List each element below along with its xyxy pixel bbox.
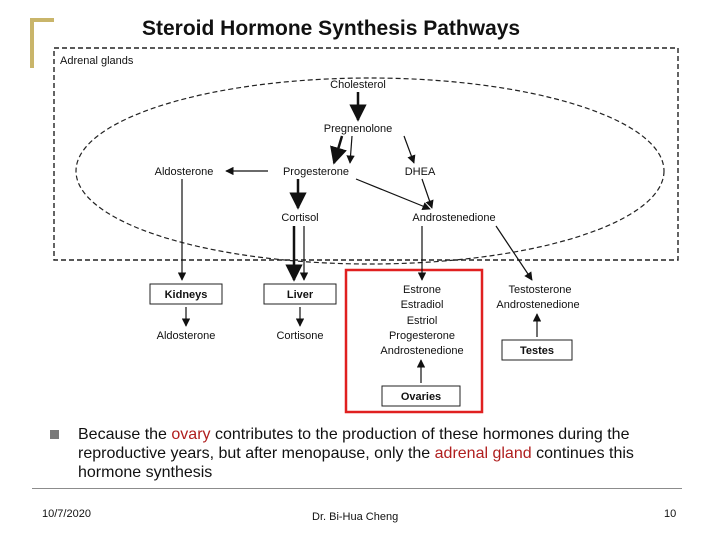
node-pregnenolone: Pregnenolone (323, 123, 393, 135)
body-text-part-3: continues this hormone synthesis (78, 445, 634, 481)
body-text-part-2: contributes to the production of these hormones during the reproductive years, but after menopause, only the (78, 426, 630, 462)
ovary-product-estriol: Estriol (406, 315, 438, 327)
node-androstenedione: Androstenedione (412, 212, 496, 224)
node-kidneys: Kidneys (164, 289, 208, 301)
node-testes: Testes (519, 345, 555, 357)
testis-product-testosterone: Testosterone (508, 284, 572, 296)
pathway-arrows (182, 92, 537, 383)
pathway-diagram (52, 8, 680, 420)
arrow-dhea-androstenedione (422, 179, 432, 208)
diagram-canvas (52, 8, 680, 420)
body-text-part-1: Because the (78, 426, 172, 443)
footer-date: 10/7/2020 (42, 508, 91, 520)
footer-divider (32, 488, 682, 489)
node-ovaries: Ovaries (400, 391, 442, 403)
node-cholesterol: Cholesterol (330, 79, 386, 91)
footer-page-number: 10 (664, 508, 677, 520)
arrow-progesterone-androstenedione (356, 179, 430, 209)
node-dhea: DHEA (404, 166, 436, 178)
node-aldosterone-kidney: Aldosterone (156, 330, 216, 342)
node-aldosterone-adrenal: Aldosterone (154, 166, 214, 178)
ovary-product-progesterone: Progesterone (388, 330, 456, 342)
node-cortisone: Cortisone (276, 330, 324, 342)
node-progesterone: Progesterone (282, 166, 350, 178)
arrow-androstenedione-testosterone (496, 226, 532, 280)
arrow-pregnenolone-progesterone (334, 136, 342, 163)
footer-author: Dr. Bi-Hua Cheng (312, 511, 399, 523)
adrenal-region-label: Adrenal glands (60, 55, 134, 67)
ovary-product-estradiol: Estradiol (400, 299, 444, 311)
ovary-product-estrone: Estrone (403, 284, 441, 296)
corner-decoration (30, 18, 54, 68)
body-highlight-adrenal-gland: adrenal gland (434, 445, 532, 462)
body-paragraph (78, 425, 678, 482)
testis-product-androstenedione: Androstenedione (496, 299, 580, 311)
arrow-pregnenolone-progesterone-alt (350, 136, 352, 163)
node-liver: Liver (286, 289, 314, 301)
slide-title: Steroid Hormone Synthesis Pathways (142, 17, 521, 40)
body-highlight-ovary: ovary (171, 426, 211, 443)
arrow-pregnenolone-dhea (404, 136, 414, 163)
ovary-product-androstenedione: Androstenedione (380, 345, 464, 357)
bullet-marker (50, 430, 59, 439)
node-cortisol: Cortisol (281, 212, 319, 224)
